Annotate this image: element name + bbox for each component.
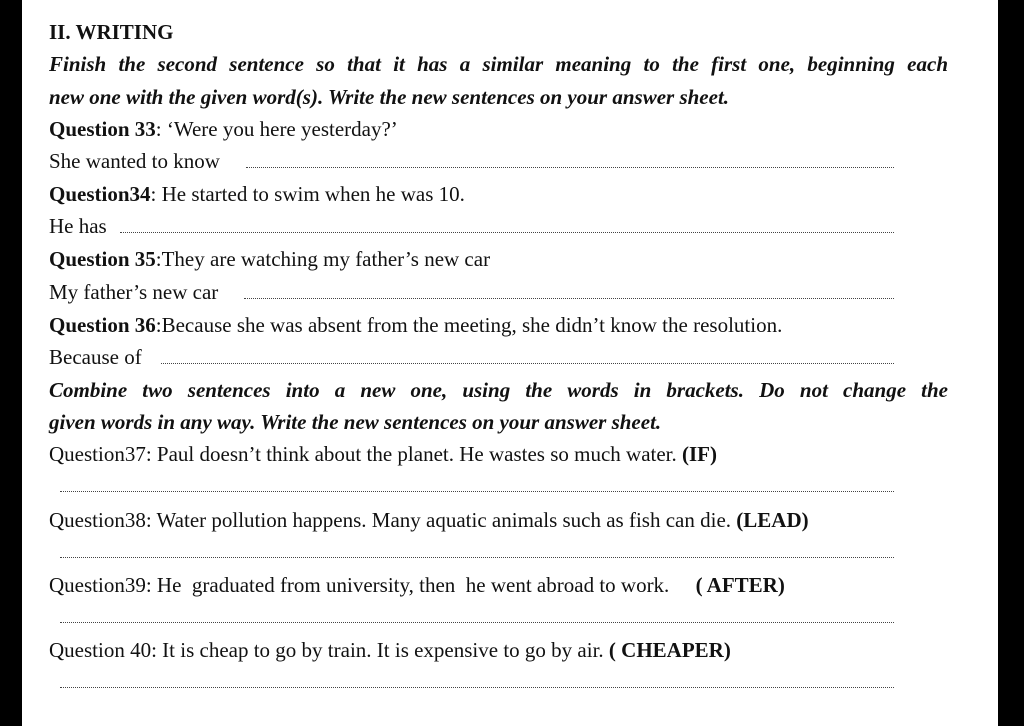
question-40 bbox=[49, 637, 731, 663]
question-36 bbox=[49, 312, 782, 338]
question-34-answer-line[interactable] bbox=[120, 232, 894, 233]
worksheet-page bbox=[22, 0, 998, 726]
combine-instructions-line-1: Combine two sentences into a new one, using the words in brackets. Do not change the bbox=[49, 378, 948, 402]
question-39-answer-line[interactable] bbox=[60, 622, 894, 623]
question-36-label: Question 36 bbox=[49, 313, 156, 337]
question-33-sentence: : ‘Were you here yesterday?’ bbox=[155, 117, 398, 141]
question-35 bbox=[49, 246, 490, 272]
question-33-prompt: She wanted to know bbox=[49, 149, 220, 173]
question-33-answer-line[interactable] bbox=[246, 167, 894, 168]
question-34-prompt: He has bbox=[49, 214, 107, 238]
question-35-sentence: :They are watching my father’s new car bbox=[155, 247, 491, 271]
question-36-prompt: Because of bbox=[49, 345, 142, 369]
rewrite-instructions-line-1: Finish the second sentence so that it has a similar meaning to the first one, beginning each bbox=[49, 52, 948, 76]
question-34 bbox=[49, 181, 465, 207]
question-39-keyword: ( AFTER) bbox=[695, 573, 785, 597]
question-38-answer-line[interactable] bbox=[60, 557, 894, 558]
question-37-keyword: (IF) bbox=[682, 442, 718, 466]
question-33-label: Question 33 bbox=[49, 117, 156, 141]
question-33 bbox=[49, 116, 398, 142]
section-title: II. WRITING bbox=[49, 20, 174, 44]
question-40-answer-line[interactable] bbox=[60, 687, 894, 688]
question-39 bbox=[49, 572, 785, 598]
question-38 bbox=[49, 507, 809, 533]
question-35-prompt: My father’s new car bbox=[49, 280, 219, 304]
question-39-text: Question39: He graduated from university, then he went abroad to work. bbox=[49, 573, 696, 597]
question-35-answer-line[interactable] bbox=[244, 298, 894, 299]
rewrite-instructions-line-2: new one with the given word(s). Write the new sentences on your answer sheet. bbox=[49, 85, 730, 109]
question-37-answer-line[interactable] bbox=[60, 491, 894, 492]
question-40-text: Question 40: It is cheap to go by train. It is expensive to go by air. bbox=[49, 638, 609, 662]
question-36-answer-line[interactable] bbox=[161, 363, 894, 364]
question-38-text: Question38: Water pollution happens. Many aquatic animals such as fish can die. bbox=[49, 508, 737, 532]
question-36-sentence: :Because she was absent from the meeting, she didn’t know the resolution. bbox=[155, 313, 783, 337]
question-34-sentence: : He started to swim when he was 10. bbox=[150, 182, 465, 206]
question-35-label: Question 35 bbox=[49, 247, 156, 271]
combine-instructions-line-2: given words in any way. Write the new sentences on your answer sheet. bbox=[49, 410, 662, 434]
question-37 bbox=[49, 441, 717, 467]
question-40-keyword: ( CHEAPER) bbox=[608, 638, 731, 662]
question-34-label: Question34 bbox=[49, 182, 151, 206]
question-38-keyword: (LEAD) bbox=[736, 508, 809, 532]
question-37-text: Question37: Paul doesn’t think about the planet. He wastes so much water. bbox=[49, 442, 683, 466]
